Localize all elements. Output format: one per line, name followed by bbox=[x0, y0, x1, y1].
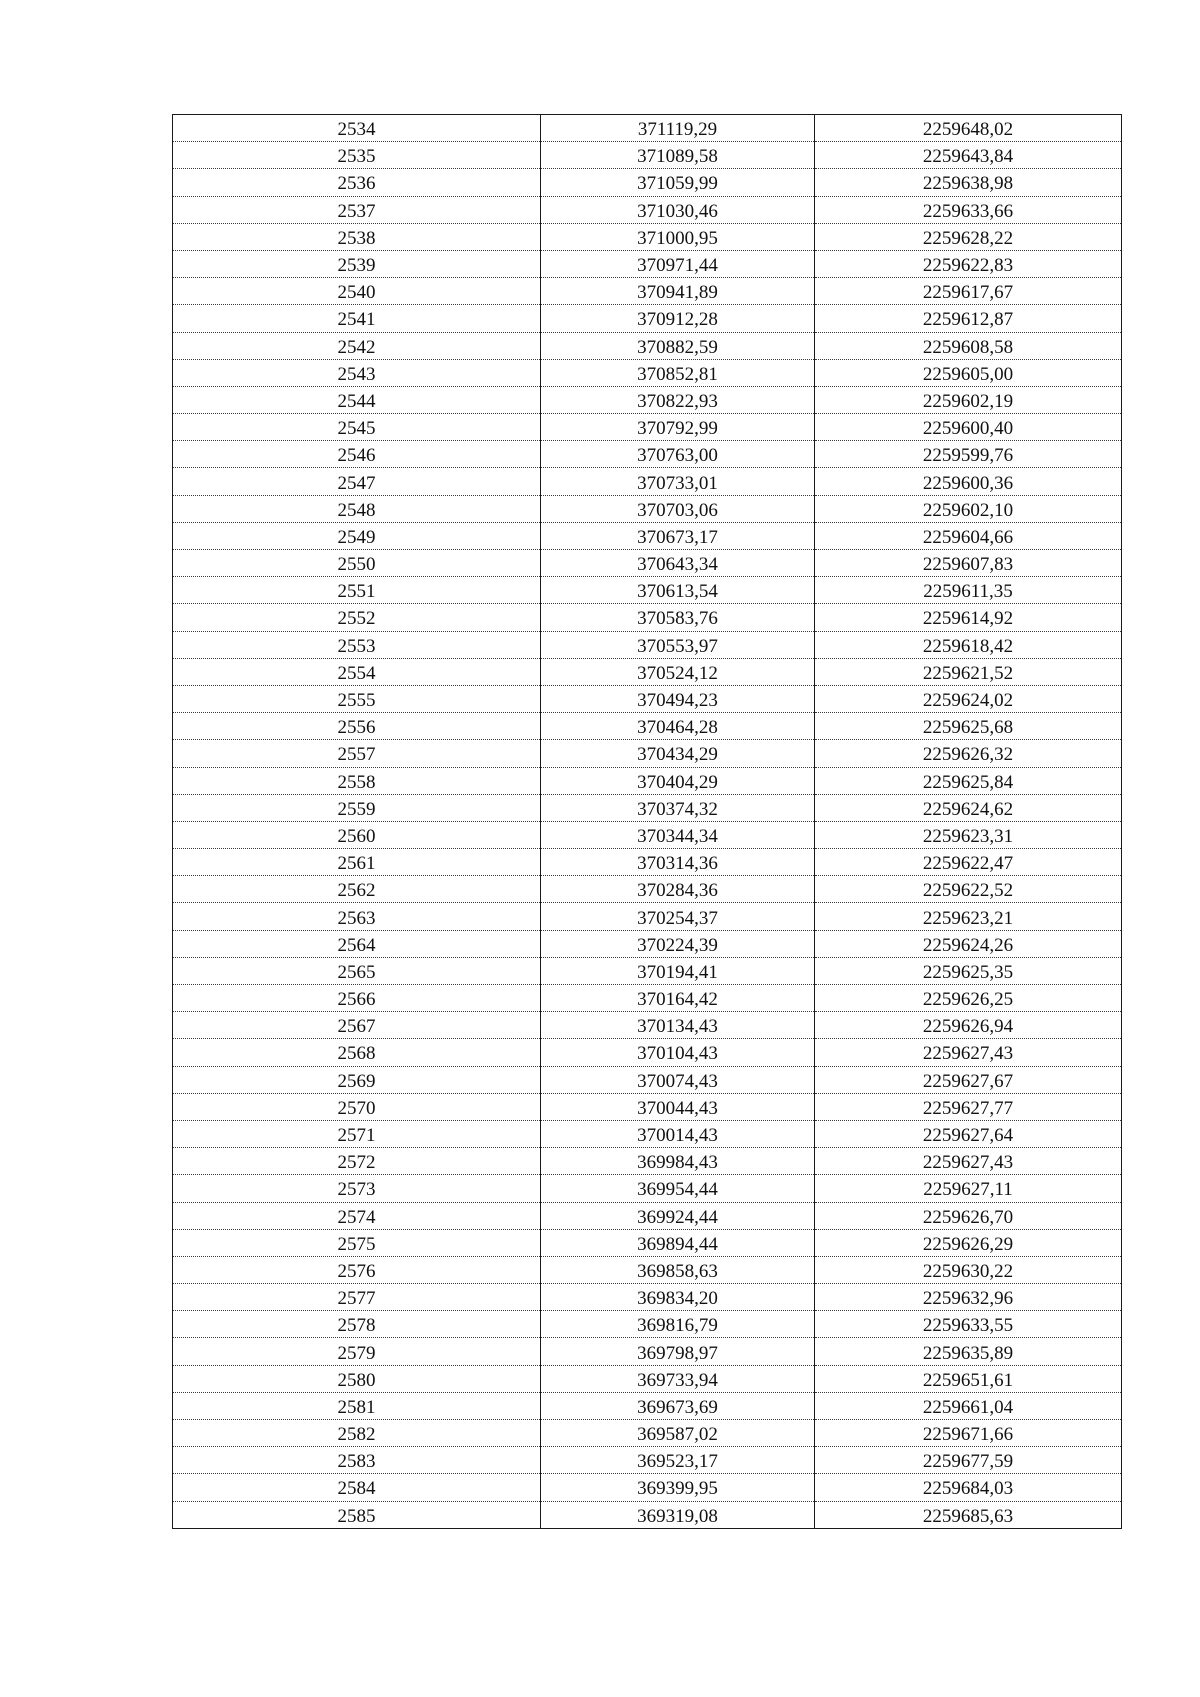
point-number-cell: 2580 bbox=[173, 1365, 541, 1392]
y-coordinate-cell: 2259633,66 bbox=[815, 196, 1122, 223]
point-number-cell: 2539 bbox=[173, 250, 541, 277]
y-coordinate-cell: 2259626,70 bbox=[815, 1202, 1122, 1229]
x-coordinate-cell: 370882,59 bbox=[541, 332, 815, 359]
point-number-cell: 2579 bbox=[173, 1338, 541, 1365]
y-coordinate-cell: 2259599,76 bbox=[815, 441, 1122, 468]
point-number-cell: 2546 bbox=[173, 441, 541, 468]
table-row bbox=[173, 1229, 1122, 1256]
x-coordinate-cell: 369924,44 bbox=[541, 1202, 815, 1229]
point-number-cell: 2566 bbox=[173, 985, 541, 1012]
x-coordinate-cell: 369319,08 bbox=[541, 1501, 815, 1528]
table-row bbox=[173, 821, 1122, 848]
x-coordinate-cell: 371030,46 bbox=[541, 196, 815, 223]
x-coordinate-cell: 371119,29 bbox=[541, 115, 815, 142]
point-number-cell: 2582 bbox=[173, 1420, 541, 1447]
point-number-cell: 2578 bbox=[173, 1311, 541, 1338]
table-row bbox=[173, 115, 1122, 142]
table-row bbox=[173, 1066, 1122, 1093]
point-number-cell: 2585 bbox=[173, 1501, 541, 1528]
table-row bbox=[173, 1256, 1122, 1283]
table-row bbox=[173, 794, 1122, 821]
table-row bbox=[173, 1338, 1122, 1365]
x-coordinate-cell: 370044,43 bbox=[541, 1093, 815, 1120]
x-coordinate-cell: 369523,17 bbox=[541, 1447, 815, 1474]
y-coordinate-cell: 2259625,68 bbox=[815, 713, 1122, 740]
point-number-cell: 2554 bbox=[173, 658, 541, 685]
x-coordinate-cell: 370792,99 bbox=[541, 414, 815, 441]
table-row bbox=[173, 957, 1122, 984]
y-coordinate-cell: 2259614,92 bbox=[815, 604, 1122, 631]
y-coordinate-cell: 2259622,83 bbox=[815, 250, 1122, 277]
y-coordinate-cell: 2259627,11 bbox=[815, 1175, 1122, 1202]
table-row bbox=[173, 1501, 1122, 1528]
x-coordinate-cell: 370613,54 bbox=[541, 577, 815, 604]
table-row bbox=[173, 142, 1122, 169]
y-coordinate-cell: 2259626,32 bbox=[815, 740, 1122, 767]
y-coordinate-cell: 2259626,25 bbox=[815, 985, 1122, 1012]
x-coordinate-cell: 370673,17 bbox=[541, 522, 815, 549]
y-coordinate-cell: 2259604,66 bbox=[815, 522, 1122, 549]
table-row bbox=[173, 414, 1122, 441]
table-row bbox=[173, 713, 1122, 740]
x-coordinate-cell: 369894,44 bbox=[541, 1229, 815, 1256]
table-row bbox=[173, 305, 1122, 332]
y-coordinate-cell: 2259628,22 bbox=[815, 223, 1122, 250]
point-number-cell: 2564 bbox=[173, 930, 541, 957]
table-row bbox=[173, 550, 1122, 577]
point-number-cell: 2544 bbox=[173, 386, 541, 413]
point-number-cell: 2557 bbox=[173, 740, 541, 767]
table-row bbox=[173, 250, 1122, 277]
x-coordinate-cell: 369834,20 bbox=[541, 1284, 815, 1311]
y-coordinate-cell: 2259625,84 bbox=[815, 767, 1122, 794]
coordinates-table bbox=[172, 114, 1122, 1529]
table-row bbox=[173, 359, 1122, 386]
table-row bbox=[173, 1120, 1122, 1147]
point-number-cell: 2559 bbox=[173, 794, 541, 821]
table-row bbox=[173, 441, 1122, 468]
y-coordinate-cell: 2259617,67 bbox=[815, 278, 1122, 305]
x-coordinate-cell: 370374,32 bbox=[541, 794, 815, 821]
point-number-cell: 2548 bbox=[173, 495, 541, 522]
y-coordinate-cell: 2259684,03 bbox=[815, 1474, 1122, 1501]
table-row bbox=[173, 495, 1122, 522]
x-coordinate-cell: 370074,43 bbox=[541, 1066, 815, 1093]
table-row bbox=[173, 522, 1122, 549]
y-coordinate-cell: 2259624,26 bbox=[815, 930, 1122, 957]
y-coordinate-cell: 2259627,43 bbox=[815, 1148, 1122, 1175]
table-row bbox=[173, 1474, 1122, 1501]
y-coordinate-cell: 2259627,64 bbox=[815, 1120, 1122, 1147]
point-number-cell: 2555 bbox=[173, 685, 541, 712]
point-number-cell: 2573 bbox=[173, 1175, 541, 1202]
x-coordinate-cell: 371000,95 bbox=[541, 223, 815, 250]
y-coordinate-cell: 2259624,02 bbox=[815, 685, 1122, 712]
point-number-cell: 2570 bbox=[173, 1093, 541, 1120]
point-number-cell: 2551 bbox=[173, 577, 541, 604]
y-coordinate-cell: 2259651,61 bbox=[815, 1365, 1122, 1392]
y-coordinate-cell: 2259625,35 bbox=[815, 957, 1122, 984]
table-row bbox=[173, 169, 1122, 196]
y-coordinate-cell: 2259627,43 bbox=[815, 1039, 1122, 1066]
x-coordinate-cell: 370971,44 bbox=[541, 250, 815, 277]
table-row bbox=[173, 1447, 1122, 1474]
coordinates-table-body bbox=[173, 115, 1122, 1529]
x-coordinate-cell: 370314,36 bbox=[541, 849, 815, 876]
table-row bbox=[173, 604, 1122, 631]
x-coordinate-cell: 371059,99 bbox=[541, 169, 815, 196]
y-coordinate-cell: 2259607,83 bbox=[815, 550, 1122, 577]
y-coordinate-cell: 2259648,02 bbox=[815, 115, 1122, 142]
point-number-cell: 2576 bbox=[173, 1256, 541, 1283]
point-number-cell: 2569 bbox=[173, 1066, 541, 1093]
point-number-cell: 2545 bbox=[173, 414, 541, 441]
x-coordinate-cell: 370733,01 bbox=[541, 468, 815, 495]
y-coordinate-cell: 2259612,87 bbox=[815, 305, 1122, 332]
point-number-cell: 2538 bbox=[173, 223, 541, 250]
table-row bbox=[173, 631, 1122, 658]
x-coordinate-cell: 370941,89 bbox=[541, 278, 815, 305]
point-number-cell: 2583 bbox=[173, 1447, 541, 1474]
point-number-cell: 2536 bbox=[173, 169, 541, 196]
point-number-cell: 2543 bbox=[173, 359, 541, 386]
table-row bbox=[173, 196, 1122, 223]
point-number-cell: 2584 bbox=[173, 1474, 541, 1501]
point-number-cell: 2550 bbox=[173, 550, 541, 577]
y-coordinate-cell: 2259627,77 bbox=[815, 1093, 1122, 1120]
y-coordinate-cell: 2259626,94 bbox=[815, 1012, 1122, 1039]
x-coordinate-cell: 370524,12 bbox=[541, 658, 815, 685]
table-row bbox=[173, 1202, 1122, 1229]
point-number-cell: 2535 bbox=[173, 142, 541, 169]
table-row bbox=[173, 903, 1122, 930]
x-coordinate-cell: 370254,37 bbox=[541, 903, 815, 930]
x-coordinate-cell: 370224,39 bbox=[541, 930, 815, 957]
y-coordinate-cell: 2259602,19 bbox=[815, 386, 1122, 413]
x-coordinate-cell: 370703,06 bbox=[541, 495, 815, 522]
table-row bbox=[173, 386, 1122, 413]
y-coordinate-cell: 2259605,00 bbox=[815, 359, 1122, 386]
table-row bbox=[173, 658, 1122, 685]
x-coordinate-cell: 370104,43 bbox=[541, 1039, 815, 1066]
point-number-cell: 2552 bbox=[173, 604, 541, 631]
y-coordinate-cell: 2259611,35 bbox=[815, 577, 1122, 604]
x-coordinate-cell: 371089,58 bbox=[541, 142, 815, 169]
x-coordinate-cell: 370763,00 bbox=[541, 441, 815, 468]
point-number-cell: 2549 bbox=[173, 522, 541, 549]
point-number-cell: 2540 bbox=[173, 278, 541, 305]
x-coordinate-cell: 370284,36 bbox=[541, 876, 815, 903]
point-number-cell: 2574 bbox=[173, 1202, 541, 1229]
y-coordinate-cell: 2259600,36 bbox=[815, 468, 1122, 495]
y-coordinate-cell: 2259622,47 bbox=[815, 849, 1122, 876]
y-coordinate-cell: 2259627,67 bbox=[815, 1066, 1122, 1093]
x-coordinate-cell: 370014,43 bbox=[541, 1120, 815, 1147]
x-coordinate-cell: 370583,76 bbox=[541, 604, 815, 631]
x-coordinate-cell: 370852,81 bbox=[541, 359, 815, 386]
y-coordinate-cell: 2259643,84 bbox=[815, 142, 1122, 169]
x-coordinate-cell: 370912,28 bbox=[541, 305, 815, 332]
point-number-cell: 2581 bbox=[173, 1392, 541, 1419]
point-number-cell: 2577 bbox=[173, 1284, 541, 1311]
x-coordinate-cell: 369587,02 bbox=[541, 1420, 815, 1447]
y-coordinate-cell: 2259621,52 bbox=[815, 658, 1122, 685]
y-coordinate-cell: 2259622,52 bbox=[815, 876, 1122, 903]
table-row bbox=[173, 1284, 1122, 1311]
point-number-cell: 2542 bbox=[173, 332, 541, 359]
y-coordinate-cell: 2259608,58 bbox=[815, 332, 1122, 359]
y-coordinate-cell: 2259677,59 bbox=[815, 1447, 1122, 1474]
point-number-cell: 2575 bbox=[173, 1229, 541, 1256]
point-number-cell: 2572 bbox=[173, 1148, 541, 1175]
y-coordinate-cell: 2259623,31 bbox=[815, 821, 1122, 848]
y-coordinate-cell: 2259671,66 bbox=[815, 1420, 1122, 1447]
y-coordinate-cell: 2259638,98 bbox=[815, 169, 1122, 196]
y-coordinate-cell: 2259685,63 bbox=[815, 1501, 1122, 1528]
point-number-cell: 2560 bbox=[173, 821, 541, 848]
x-coordinate-cell: 370404,29 bbox=[541, 767, 815, 794]
point-number-cell: 2556 bbox=[173, 713, 541, 740]
table-row bbox=[173, 849, 1122, 876]
point-number-cell: 2547 bbox=[173, 468, 541, 495]
x-coordinate-cell: 370434,29 bbox=[541, 740, 815, 767]
x-coordinate-cell: 369816,79 bbox=[541, 1311, 815, 1338]
point-number-cell: 2558 bbox=[173, 767, 541, 794]
x-coordinate-cell: 369984,43 bbox=[541, 1148, 815, 1175]
table-row bbox=[173, 1311, 1122, 1338]
y-coordinate-cell: 2259635,89 bbox=[815, 1338, 1122, 1365]
x-coordinate-cell: 369399,95 bbox=[541, 1474, 815, 1501]
y-coordinate-cell: 2259618,42 bbox=[815, 631, 1122, 658]
x-coordinate-cell: 369733,94 bbox=[541, 1365, 815, 1392]
table-row bbox=[173, 332, 1122, 359]
table-row bbox=[173, 278, 1122, 305]
x-coordinate-cell: 370643,34 bbox=[541, 550, 815, 577]
y-coordinate-cell: 2259600,40 bbox=[815, 414, 1122, 441]
table-row bbox=[173, 1420, 1122, 1447]
point-number-cell: 2571 bbox=[173, 1120, 541, 1147]
x-coordinate-cell: 369858,63 bbox=[541, 1256, 815, 1283]
table-row bbox=[173, 985, 1122, 1012]
table-row bbox=[173, 1148, 1122, 1175]
table-row bbox=[173, 1392, 1122, 1419]
table-row bbox=[173, 876, 1122, 903]
x-coordinate-cell: 369798,97 bbox=[541, 1338, 815, 1365]
x-coordinate-cell: 370464,28 bbox=[541, 713, 815, 740]
x-coordinate-cell: 370134,43 bbox=[541, 1012, 815, 1039]
table-row bbox=[173, 767, 1122, 794]
point-number-cell: 2567 bbox=[173, 1012, 541, 1039]
x-coordinate-cell: 370344,34 bbox=[541, 821, 815, 848]
table-row bbox=[173, 1012, 1122, 1039]
point-number-cell: 2568 bbox=[173, 1039, 541, 1066]
point-number-cell: 2553 bbox=[173, 631, 541, 658]
y-coordinate-cell: 2259624,62 bbox=[815, 794, 1122, 821]
table-row bbox=[173, 468, 1122, 495]
table-row bbox=[173, 1365, 1122, 1392]
point-number-cell: 2534 bbox=[173, 115, 541, 142]
point-number-cell: 2562 bbox=[173, 876, 541, 903]
table-row bbox=[173, 685, 1122, 712]
y-coordinate-cell: 2259661,04 bbox=[815, 1392, 1122, 1419]
x-coordinate-cell: 370822,93 bbox=[541, 386, 815, 413]
table-row bbox=[173, 223, 1122, 250]
x-coordinate-cell: 370494,23 bbox=[541, 685, 815, 712]
point-number-cell: 2541 bbox=[173, 305, 541, 332]
table-row bbox=[173, 740, 1122, 767]
y-coordinate-cell: 2259632,96 bbox=[815, 1284, 1122, 1311]
x-coordinate-cell: 369673,69 bbox=[541, 1392, 815, 1419]
point-number-cell: 2563 bbox=[173, 903, 541, 930]
point-number-cell: 2561 bbox=[173, 849, 541, 876]
x-coordinate-cell: 370194,41 bbox=[541, 957, 815, 984]
table-row bbox=[173, 1093, 1122, 1120]
x-coordinate-cell: 370164,42 bbox=[541, 985, 815, 1012]
table-row bbox=[173, 1039, 1122, 1066]
table-row bbox=[173, 930, 1122, 957]
y-coordinate-cell: 2259633,55 bbox=[815, 1311, 1122, 1338]
table-row bbox=[173, 577, 1122, 604]
x-coordinate-cell: 370553,97 bbox=[541, 631, 815, 658]
table-row bbox=[173, 1175, 1122, 1202]
y-coordinate-cell: 2259602,10 bbox=[815, 495, 1122, 522]
y-coordinate-cell: 2259626,29 bbox=[815, 1229, 1122, 1256]
y-coordinate-cell: 2259630,22 bbox=[815, 1256, 1122, 1283]
y-coordinate-cell: 2259623,21 bbox=[815, 903, 1122, 930]
point-number-cell: 2565 bbox=[173, 957, 541, 984]
point-number-cell: 2537 bbox=[173, 196, 541, 223]
x-coordinate-cell: 369954,44 bbox=[541, 1175, 815, 1202]
